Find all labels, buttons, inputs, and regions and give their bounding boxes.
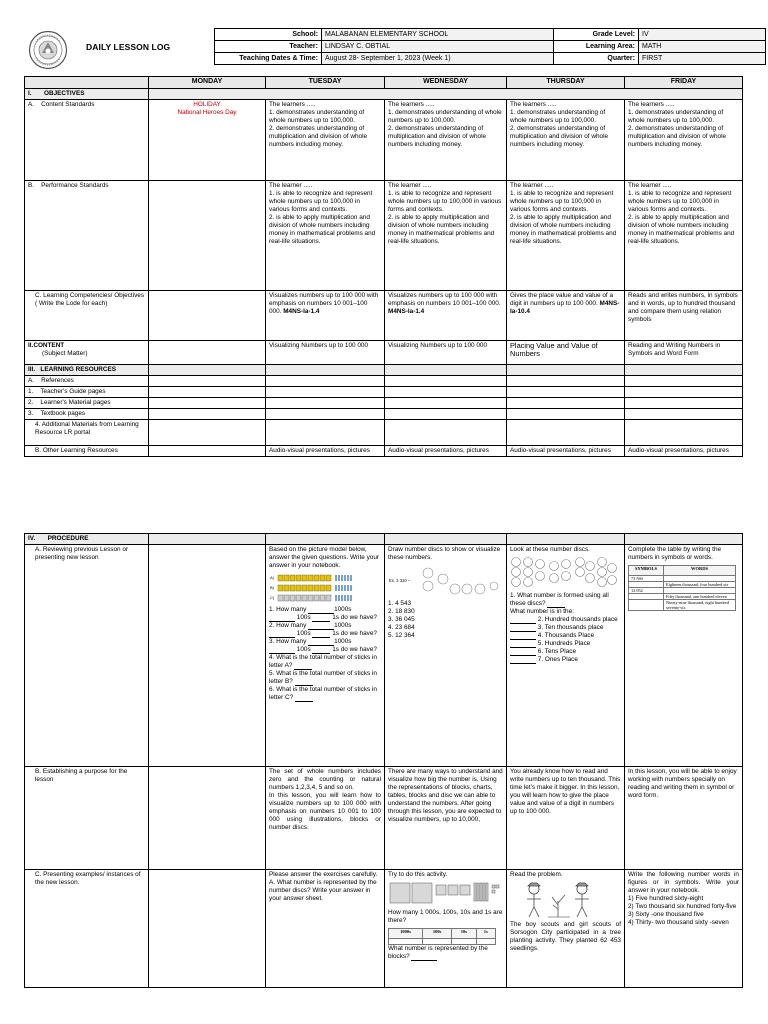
section-resources: III. LEARNING RESOURCES [25,365,149,376]
ten-rod [483,883,485,901]
day-header-thursday: THURSDAY [507,77,625,89]
number-disc [562,572,571,581]
competency-tue [266,291,385,341]
content-fri: Reading and Writing Numbers in Symbols and Word Form [625,341,743,365]
symbols-cell-1: 73 560 [629,576,664,582]
holiday-label: HOLIDAY [193,101,221,108]
stick-bundle [320,575,325,581]
hundred-flat [460,885,470,895]
content-standard-wed: The learners ..... 1. demonstrates understanding of whole numbers up to 100,000. 2. demonstrates understanding of multiplication and division of whole numbers including money. [385,100,507,181]
review-tue [266,545,385,767]
q1-unit-1: 1s do we have? [332,614,377,621]
col-100s: 100s [423,929,452,939]
competency-thu-text: Gives the place value and value of a digit in numbers up to 100 000. [510,292,614,307]
header-info-table [214,28,766,65]
stick-bundle [308,585,313,591]
q3-unit-1000: 1000s [334,638,352,645]
examples-wed [385,870,507,988]
stick-bundle [314,575,319,581]
stick-bundle [326,575,331,581]
thousand-block [412,883,432,903]
number-disc [524,568,533,577]
examples-thu-intro: Read the problem. [510,871,563,878]
thousand-block [390,883,410,903]
number-discs-example-image [388,564,500,598]
review-tue-q4 [269,654,381,670]
review-wed [385,545,507,767]
hundred-flat [448,885,458,895]
review-tue-q5 [269,670,381,686]
content-standard-thu: The learners ..... 1. demonstrates understanding of whole numbers up to 100,000. 2. demonstrates understanding of multiplication and division of whole numbers including money. [507,100,625,181]
examples-tue: Please answer the exercises carefully. A. What number is represented by the number discs? Write your answer in your answer sheet. [266,870,385,988]
number-disc [524,558,533,567]
row-label-textbook: 3. Textbook pages [25,409,149,420]
number-disc [586,574,595,583]
stick-bundle [302,595,307,601]
number-disc [550,562,559,571]
words-header: WORDS [664,566,736,576]
single-stick [350,575,352,581]
q2-prefix: 2. How many [269,622,307,629]
words-cell-2: Eighteen thousand, four hundred six [664,582,736,588]
competency-thu [507,291,625,341]
single-stick [335,575,337,581]
stick-bundle [302,585,307,591]
single-stick [344,585,346,591]
day-header-monday: MONDAY [149,77,266,89]
row-label-content-standards: A. Content Standards [25,100,149,181]
number-disc [536,560,545,569]
content-wed: Visualizing Numbers up to 100 000 [385,341,507,365]
unit-cube [492,885,495,888]
single-stick [350,585,352,591]
document-title: DAILY LESSON LOG [86,42,171,52]
day-header-tuesday: TUESDAY [266,77,385,89]
day-header-wednesday: WEDNESDAY [385,77,507,89]
number-disc [598,568,607,577]
other-resources-wed: Audio-visual presentations, pictures [385,446,507,457]
review-tue-q3 [269,638,381,654]
stick-bundle [308,595,313,601]
number-disc [608,564,617,573]
content-thu: Placing Value and Value of Numbers [507,341,625,365]
q3-unit-100: 100s [296,646,311,653]
stick-bundle [314,595,319,601]
base-ten-blocks-image [388,881,500,907]
dates-label: Teaching Dates & Time: [215,53,322,65]
q5-text: 5. What is the total number of sticks in letter B? [269,670,377,685]
competency-wed-text: Visualizes numbers up to 100 000 with emphasis on numbers 10 001–100 000. [388,292,501,307]
row-label-b: B) [270,585,274,590]
single-stick [341,575,343,581]
examples-wed-question: How many 1 000s, 100s, 10s and 1s are there? [388,909,503,924]
examples-fri: Write the following number words in figures or in symbols. Write your answer in your notebook. 1) Five hundred sixty-eight 2) Two thousand six hundred forty-five 3) Sixty -one thousand five 4) Thirty- two thousand sixty -seven [625,870,743,988]
header [24,28,742,68]
competency-fri: Reads and writes numbers, in symbols and in words, up to hundred thousand and compare them using relation symbols [625,291,743,341]
review-thu [507,545,625,767]
school-value: MALABANAN ELEMENTARY SCHOOL [322,29,554,41]
stick-bundle [290,585,295,591]
hundred-flat [436,885,446,895]
grade-value: IV [639,29,766,41]
q3-unit-1: 1s do we have? [332,646,377,653]
single-stick [344,595,346,601]
review-tue-intro: Based on the picture model below, answer the given questions. Write your answer in your notebook. [269,546,379,569]
row-label-c: C) [270,595,275,600]
words-cell-5: Ninety-nine thousand, eight hundred seventy-six [664,600,736,611]
review-tue-q1 [269,606,381,622]
review-thu-place-5 [510,640,621,648]
number-disc [576,568,585,577]
section-objectives: I. OBJECTIVES [25,89,149,100]
examples-thu-problem: The boy scouts and girl scouts of Sorsogon City participated in a tree planting activity. They planted 62 453 seedlings. [510,921,621,952]
row-label-a: A) [270,575,274,580]
number-disc [608,576,617,585]
symbols-cell-3: 12 052 [629,588,664,594]
performance-standard-fri: The learner ..... 1. is able to recognize and represent whole numbers up to 100,000 in various forms and contexts. 2. is able to apply multiplication and division of whole numbers including money in mathematical problems and real-life situations. [625,181,743,291]
q1-unit-1000: 1000s [334,606,352,613]
stick-bundle [296,575,301,581]
place-6-text: 6. Tens Place [537,648,577,655]
number-disc [524,578,533,587]
section-procedure: IV. PROCEDURE [25,534,149,545]
other-resources-thu: Audio-visual presentations, pictures [507,446,625,457]
competency-wed [385,291,507,341]
number-disc [512,558,521,567]
stick-bundle [278,575,283,581]
area-value: MATH [639,41,766,53]
holiday-name: National Heroes Day [177,109,237,116]
single-stick [338,585,340,591]
review-wed-intro: Draw number discs to show or visualize these numbers. [388,546,501,561]
stick-bundle [284,575,289,581]
review-fri [625,545,743,767]
review-wed-item-3: 3. 36 045 [388,616,415,623]
competency-wed-code: M4NS-Ia-1.4 [388,308,425,315]
stick-bundle [302,575,307,581]
competency-thu-code: M4NS-Ia-10.4 [510,300,620,315]
stick-bundle [278,585,283,591]
place-3-text: 3. Ten thousands place [537,624,604,631]
number-disc [598,578,607,587]
review-fri-intro: Complete the table by writing the numbers in symbols or words. [628,546,722,561]
number-disc [512,568,521,577]
single-stick [335,585,337,591]
row-label-references: A. References [25,376,149,387]
number-disc [598,558,607,567]
q2-unit-1000: 1000s [334,622,352,629]
row-label-content [25,341,149,365]
teacher-label: Teacher: [215,41,322,53]
place-value-table [388,928,496,945]
review-wed-item-5: 5. 12 364 [388,632,415,639]
review-thu-place-7 [510,656,621,664]
q2-unit-100: 100s [296,630,311,637]
single-stick [347,575,349,581]
stick-bundles-image [269,572,379,604]
review-thu-place-2 [510,616,621,624]
content-tue: Visualizing Numbers up to 100 000 [266,341,385,365]
single-stick [335,595,337,601]
purpose-tue: The set of whole numbers includes zero and the counting or natural numbers 1,2,3,4, 5 and so on. In this lesson, you will learn how to visualize numbers up to 100 000 with emphasis on numbers 10 001 to 100 000 using illustrations, blocks or number discs. [266,767,385,870]
wed-q2-text: What number is represented by the blocks? [388,945,488,960]
stick-bundle [326,585,331,591]
content-label: II.CONTENT [28,342,65,349]
q1-unit-100: 100s [296,614,311,621]
stick-bundle [284,585,289,591]
other-resources-fri: Audio-visual presentations, pictures [625,446,743,457]
symbols-header: SYMBOLS [629,566,664,576]
thu-q1-text: 1. What number is formed using all these discs? [510,592,609,607]
scouts-planting-image [510,881,610,919]
words-cell-4: Fifty thousand, one hundred eleven [664,594,736,600]
performance-standard-thu: The learner ..... 1. is able to recognize and represent whole numbers up to 100,000 in various forms and contexts. 2. is able to apply multiplication and division of whole numbers including money in mathematical problems and real-life situations. [507,181,625,291]
stick-bundle [320,595,325,601]
performance-standard-wed: The learner ..... 1. is able to recognize and represent whole numbers up to 100,000 in various forms and contexts. 2. is able to apply multiplication and division of whole numbers including money in mathematical problems and real-life situations. [385,181,507,291]
place-7-text: 7. Ones Place [537,656,578,663]
dates-value: August 28- September 1, 2023 (Week 1) [322,53,554,65]
quarter-label: Quarter: [554,53,639,65]
review-thu-place-6 [510,648,621,656]
single-stick [344,575,346,581]
ten-rod [477,883,479,901]
row-label-other-resources: B. Other Learning Resources [25,446,149,457]
unit-cube [492,890,495,893]
review-thu-q2: What number is in the: [510,608,574,615]
stick-bundle [278,595,283,601]
stick-bundle [314,585,319,591]
row-label-performance-standards: B. Performance Standards [25,181,149,291]
ten-rod [486,883,488,901]
review-thu-place-4 [510,632,621,640]
single-stick [338,595,340,601]
examples-wed-intro: Try to do this activity. [388,871,448,878]
single-stick [347,585,349,591]
row-label-purpose: B. Establishing a purpose for the lesson [25,767,149,870]
single-stick [338,575,340,581]
q2-unit-1: 1s do we have? [332,630,377,637]
review-thu-place-3 [510,624,621,632]
stick-bundle [290,595,295,601]
number-disc [536,572,545,581]
quarter-value: FIRST [639,53,766,65]
col-10s: 10s [452,929,476,939]
col-1s: 1s [476,929,495,939]
number-disc [550,574,559,583]
number-disc [512,578,521,587]
row-label-examples: C. Presenting examples/ instances of the new lesson. [25,870,149,988]
q6-text: 6. What is the total number of sticks in letter C? [269,686,377,701]
examples-thu [507,870,625,988]
ten-rod [474,883,476,901]
procedure-table [24,533,743,988]
competency-tue-code: M4NS-Ia-1.4 [283,308,320,315]
review-wed-item-1: 1. 4 543 [388,600,412,607]
stick-bundle [284,595,289,601]
review-tue-q2 [269,622,381,638]
examples-wed-question-2 [388,945,503,961]
stick-bundle [326,595,331,601]
q4-text: 4. What is the total number of sticks in letter A? [269,654,377,669]
col-1000s: 1000s [389,929,423,939]
q1-prefix: 1. How many [269,606,307,613]
stick-bundle [296,595,301,601]
other-resources-tue: Audio-visual presentations, pictures [266,446,385,457]
row-label-review: A. Reviewing previous Lesson or presenting new lesson [25,545,149,767]
corner-cell [25,77,149,89]
stick-bundle [320,585,325,591]
school-label: School: [215,29,322,41]
review-wed-item-4: 4. 23 684 [388,624,415,631]
performance-standard-tue: The learner ..... 1. is able to recognize and represent whole numbers up to 100,000 in various forms and contexts. 2. is able to apply multiplication and division of whole numbers including money in mathematical problems and real-life situations. [266,181,385,291]
place-4-text: 4. Thousands Place [537,632,595,639]
row-label-competencies: C. Learning Competencies/ Objectives ( Write the Lode for each) [25,291,149,341]
number-disc [586,562,595,571]
symbols-cell-5 [629,600,664,611]
place-5-text: 5. Hundreds Place [537,640,591,647]
number-disc [576,558,585,567]
day-header-friday: FRIDAY [625,77,743,89]
content-standard-tue: The learners ..... 1. demonstrates understanding of whole numbers up to 100,000. 2. demonstrates understanding of multiplication and division of whole numbers including money. [266,100,385,181]
purpose-thu: You already know how to read and write numbers up to ten thousand. This time let’s make it bigger. In this lesson, you will learn how to give the place value and value of a digit in numbers up to 100 000. [507,767,625,870]
symbols-words-table [628,565,736,611]
content-sublabel: (Subject Matter) [42,350,88,357]
row-label-teachers-guide: 1. Teacher's Guide pages [25,387,149,398]
review-tue-q6 [269,686,381,702]
competency-tue-text: Visualizes numbers up to 100 000 with emphasis on numbers 10 001–100 000. [269,292,379,315]
purpose-wed: There are many ways to understand and visualize how big the number is. Using the representations of blocks, charts, tables, blocks and disc we can able to understand the numbers. After going through this lesson, you are expected to visualize numbers, up to 10,000, [385,767,507,870]
example-label: Ex. 2 310 – [389,578,411,583]
single-stick [341,585,343,591]
content-standard-fri: The learners ..... 1. demonstrates understanding of whole numbers up to 100,000. 2. demonstrates understanding of multiplication and division of whole numbers including money. [625,100,743,181]
number-discs-image [510,556,624,590]
single-stick [350,595,352,601]
stick-bundle [296,585,301,591]
single-stick [347,595,349,601]
review-wed-item-2: 2. 18 830 [388,608,415,615]
q3-prefix: 3. How many [269,638,307,645]
ten-rod [480,883,482,901]
place-2-text: 2. Hundred thousands place [537,616,618,623]
row-label-learners-material: 2. Learner's Material pages [25,398,149,409]
review-thu-intro: Look at these number discs. [510,546,590,553]
holiday-cell [149,100,266,181]
teacher-value: LINDSAY C. OBTIAL [322,41,554,53]
stick-bundle [290,575,295,581]
number-disc [562,560,571,569]
unit-cube [496,885,499,888]
review-thu-q1 [510,592,621,608]
objectives-table [24,76,743,457]
single-stick [341,595,343,601]
row-label-additional-materials: 4. Additional Materials from Learning Resource LR portal [25,420,149,446]
deped-seal-icon [28,30,68,70]
stick-bundle [308,575,313,581]
purpose-fri: In this lesson, you will be able to enjoy working with numbers specially on reading and writing them in symbol or word form. [625,767,743,870]
area-label: Learning Area: [554,41,639,53]
grade-label: Grade Level: [554,29,639,41]
